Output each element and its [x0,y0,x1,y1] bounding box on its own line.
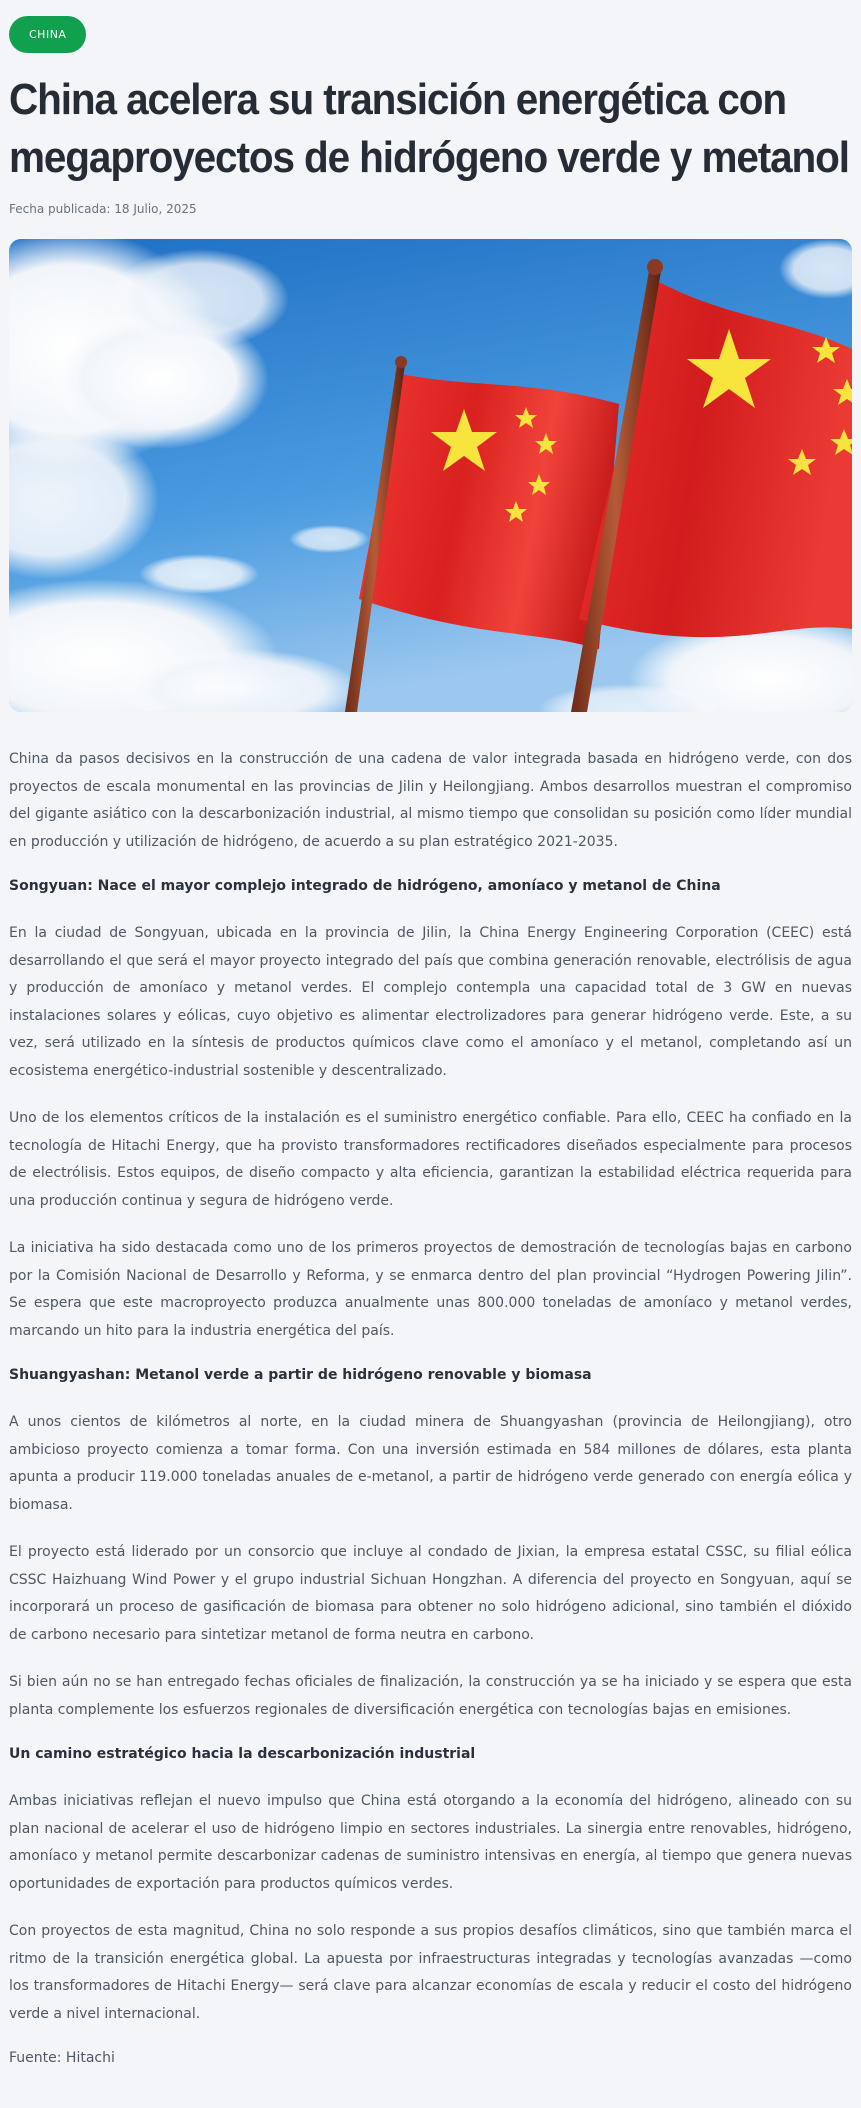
paragraph: La iniciativa ha sido destacada como uno de los primeros proyectos de demostración de tecnologías bajas en carbono por la Comisión Nacional de Desarrollo y Reforma, y se enmarca dentro del plan provincial “Hydrogen Powering Jilin”. Se espera que este macroproyecto produzca anualmente unas 800.000 toneladas de amoníaco y metanol verdes, marcando un hito para la industria energética del país. [9,1240,852,1339]
section-heading-strategy: Un camino estratégico hacia la descarbonización industrial [9,1746,476,1762]
source-credit: Fuente: Hitachi [9,2050,115,2066]
section-heading-songyuan: Songyuan: Nace el mayor complejo integrado de hidrógeno, amoníaco y metanol de China [9,878,721,894]
paragraph: Con proyectos de esta magnitud, China no solo responde a sus propios desafíos climáticos, sino que también marca el ritmo de la transición energética global. La apuesta por infraestructuras integradas y tecnologías avanzadas —como los transformadores de Hitachi Energy— será clave para alcanzar economías de escala y reducir el costo del hidrógeno verde a nivel internacional. [9,1923,852,2022]
paragraph: En la ciudad de Songyuan, ubicada en la provincia de Jilin, la China Energy Engineering Corporation (CEEC) está desarrollando el que será el mayor proyecto integrado del país que combina generación renovable, electrólisis de agua y producción de amoníaco y metanol verdes. El complejo contempla una capacidad total de 3 GW en nuevas instalaciones solares y eólicas, cuyo objetivo es alimentar electrolizadores para generar hidrógeno verde. Este, a su vez, será utilizado en la síntesis de productos químicos clave como el amoníaco y el metanol, completando así un ecosistema energético-industrial sostenible y descentralizado. [9,925,852,1079]
category-tag[interactable]: CHINA [9,16,86,53]
paragraph: Uno de los elementos críticos de la instalación es el suministro energético confiable. Para ello, CEEC ha confiado en la tecnología de Hitachi Energy, que ha provisto transformadores rectificadores diseñados especialmente para procesos de electrólisis. Estos equipos, de diseño compacto y alta eficiencia, garantizan la estabilidad eléctrica requerida para una producción continua y segura de hidrógeno verde. [9,1110,852,1209]
paragraph-intro: China da pasos decisivos en la construcción de una cadena de valor integrada basada en hidrógeno verde, con dos proyectos de escala monumental en las provincias de Jilin y Heilongjiang. Ambos desarrollos muestran el compromiso del gigante asiático con la descarbonización industrial, al mismo tiempo que consolidan su posición como líder mundial en producción y utilización de hidrógeno, de acuerdo a su plan estratégico 2021-2035. [9,751,852,850]
publish-date: Fecha publicada: 18 Julio, 2025 [9,202,197,216]
paragraph: A unos cientos de kilómetros al norte, en la ciudad minera de Shuangyashan (provincia de Heilongjiang), otro ambicioso proyecto comienza a tomar forma. Con una inversión estimada en 584 millones de dólares, esta planta apunta a producir 119.000 toneladas anuales de e-metanol, a partir de hidrógeno verde generado con energía eólica y biomasa. [9,1414,852,1513]
section-heading-shuangyashan: Shuangyashan: Metanol verde a partir de hidrógeno renovable y biomasa [9,1367,592,1383]
paragraph: Ambas iniciativas reflejan el nuevo impulso que China está otorgando a la economía del hidrógeno, alineado con su plan nacional de acelerar el uso de hidrógeno limpio en sectores industriales. La sinergia entre renovables, hidrógeno, amoníaco y metanol permite descarbonizar cadenas de suministro intensivas en energía, al tiempo que genera nuevas oportunidades de exportación para productos químicos verdes. [9,1793,852,1892]
article-title: China acelera su transición energética con megaproyectos de hidrógeno verde y metanol [9,75,849,182]
paragraph: El proyecto está liderado por un consorcio que incluye al condado de Jixian, la empresa estatal CSSC, su filial eólica CSSC Haizhuang Wind Power y el grupo industrial Sichuan Hongzhan. A diferencia del proyecto en Songyuan, aquí se incorporará un proceso de gasificación de biomasa para obtener no solo hidrógeno adicional, sino también el dióxido de carbono necesario para sintetizar metanol de forma neutra en carbono. [9,1544,852,1643]
article-body [9,746,852,2068]
paragraph: Si bien aún no se han entregado fechas oficiales de finalización, la construcción ya se ha iniciado y se espera que esta planta complemente los esfuerzos regionales de diversificación energética con tecnologías bajas en emisiones. [9,1674,852,1718]
hero-image [9,239,852,712]
